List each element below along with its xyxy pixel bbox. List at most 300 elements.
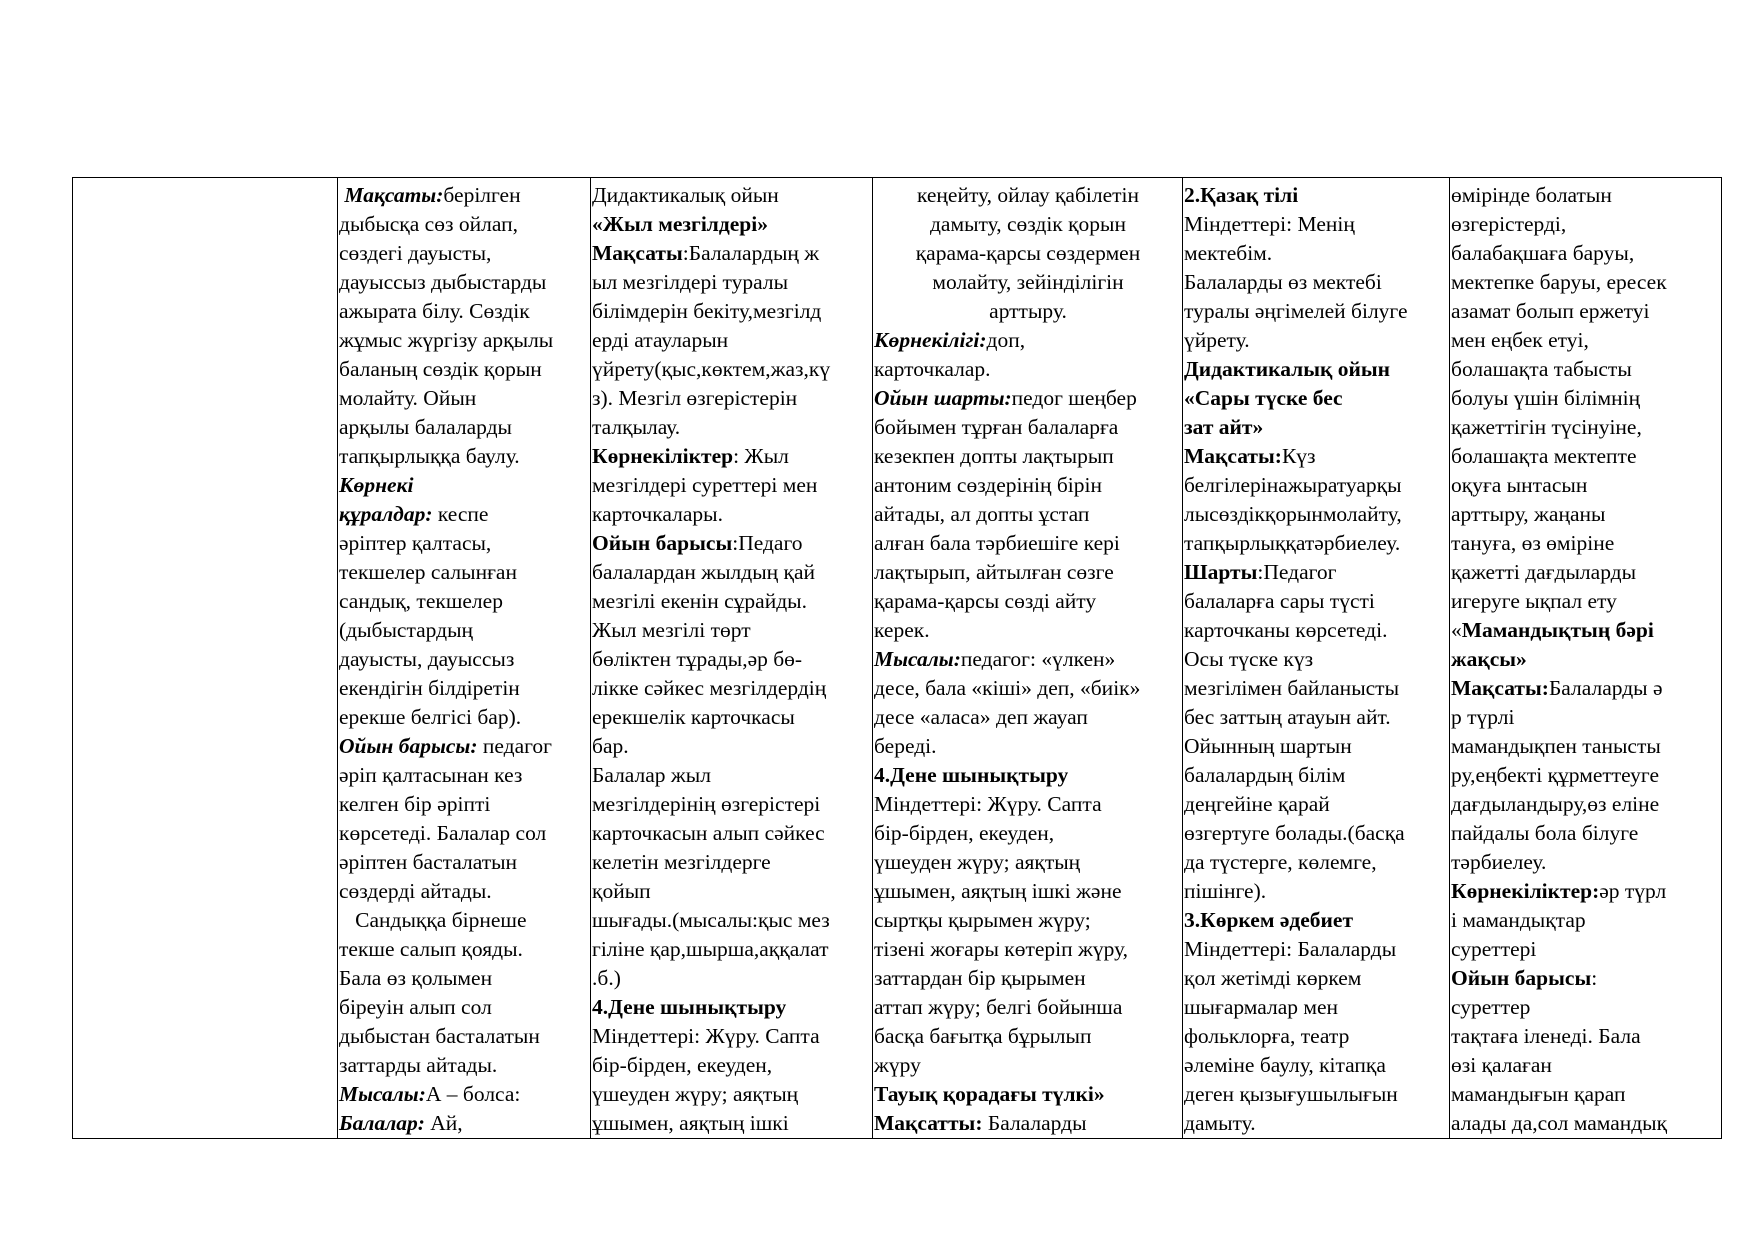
text-segment: карточкалары. (592, 502, 723, 526)
text-line (1184, 529, 1449, 558)
text-line (592, 384, 872, 413)
text-line (1184, 1022, 1449, 1051)
text-segment: заттардан бір қырымен (874, 966, 1086, 990)
text-segment: Міндеттері: Менің (1184, 212, 1355, 236)
text-segment: десе «аласа» деп жауап (874, 705, 1088, 729)
text-line (1451, 442, 1721, 471)
plan-table (72, 177, 1722, 1139)
text-line (1184, 645, 1449, 674)
text-segment: керек. (874, 618, 930, 642)
text-segment: бір-бірден, екеуден, (592, 1053, 773, 1077)
text-line (874, 413, 1182, 442)
text-segment: Балалар жыл (592, 763, 711, 787)
text-segment: Мысалы: (874, 647, 961, 671)
text-line (1451, 471, 1721, 500)
text-line (874, 964, 1182, 993)
text-segment: болуы үшін білімнің (1451, 386, 1641, 410)
text-segment: арқылы балаларды (339, 415, 512, 439)
text-segment: лақтырып, айтылған сөзге (874, 560, 1114, 584)
text-segment: ерекше белгісі бар). (339, 705, 522, 729)
text-segment: Ойын барысы (1451, 966, 1592, 990)
text-segment: ыл мезгілдері туралы (592, 270, 789, 294)
text-segment: педог шеңбер (1011, 386, 1137, 410)
text-line (1451, 500, 1721, 529)
text-segment: оқуға ынтасын (1451, 473, 1588, 497)
text-line (1451, 616, 1721, 645)
text-segment: айтады, ал допты ұстап (874, 502, 1090, 526)
text-segment: өзі қалаған (1451, 1053, 1552, 1077)
text-line (1184, 616, 1449, 645)
text-line (1184, 1080, 1449, 1109)
text-line (1184, 935, 1449, 964)
text-line (874, 268, 1182, 297)
text-line (339, 558, 590, 587)
text-segment: да түстерге, көлемге, (1184, 850, 1377, 874)
text-line (592, 297, 872, 326)
text-segment: Күз (1281, 444, 1316, 468)
text-line (592, 645, 872, 674)
text-line (592, 1109, 872, 1138)
text-segment: өзгертуге болады.(басқа (1184, 821, 1405, 845)
text-line (1451, 645, 1721, 674)
text-segment: Мақсаты: (1184, 444, 1282, 468)
text-line (339, 442, 590, 471)
text-line (874, 471, 1182, 500)
text-line (592, 761, 872, 790)
text-line (592, 674, 872, 703)
text-line (1184, 674, 1449, 703)
text-segment: әлеміне баулу, кітапқа (1184, 1053, 1386, 1077)
text-segment: білімдерін бекіту,мезгілд (592, 299, 822, 323)
text-segment: біреуін алып сол (339, 995, 492, 1019)
text-line (339, 500, 590, 529)
text-line (1184, 239, 1449, 268)
text-segment: пішінге). (1184, 879, 1267, 903)
text-line (1184, 1109, 1449, 1138)
text-segment: кезекпен допты лақтырып (874, 444, 1114, 468)
text-segment: мезгілдерінің өзгерістері (592, 792, 821, 816)
text-segment: шығады.(мысалы:қыс мез (592, 908, 830, 932)
text-segment: игеруге ықпал ету (1451, 589, 1617, 613)
text-line (874, 790, 1182, 819)
text-segment: лысөздікқорынмолайту, (1184, 502, 1402, 526)
text-line (1184, 500, 1449, 529)
text-segment: деген қызығушылығын (1184, 1082, 1398, 1106)
text-line (339, 355, 590, 384)
text-line (339, 964, 590, 993)
text-line (592, 268, 872, 297)
text-line (874, 616, 1182, 645)
text-segment: тапқырлыққа баулу. (339, 444, 520, 468)
text-line (339, 703, 590, 732)
text-segment: доп, (986, 328, 1026, 352)
text-segment: мектепке баруы, ересек (1451, 270, 1667, 294)
text-segment: үшеуден жүру; аяқтың (874, 850, 1081, 874)
text-line (1184, 732, 1449, 761)
text-line (339, 616, 590, 645)
text-segment: педагог (477, 734, 552, 758)
text-line (874, 297, 1182, 326)
text-segment: дағдыландыру,өз еліне (1451, 792, 1660, 816)
text-segment: үшеуден жүру; аяқтың (592, 1082, 799, 1106)
text-line (874, 877, 1182, 906)
text-line (1451, 819, 1721, 848)
text-segment: тәрбиелеу. (1451, 850, 1547, 874)
text-line (1184, 1051, 1449, 1080)
text-line (592, 210, 872, 239)
text-line (592, 442, 872, 471)
text-line (592, 355, 872, 384)
text-line (339, 732, 590, 761)
text-segment: і мамандықтар (1451, 908, 1586, 932)
text-line (592, 471, 872, 500)
text-line (339, 239, 590, 268)
text-line (874, 1051, 1182, 1080)
text-segment: мамандығын қарап (1451, 1082, 1626, 1106)
text-segment: қажеттігін түсінуіне, (1451, 415, 1642, 439)
text-segment: келген бір әріпті (339, 792, 491, 816)
text-segment: Міндеттері: Жүру. Сапта (592, 1024, 820, 1048)
text-segment: «Сары түске бес (1184, 386, 1343, 410)
text-line (1451, 790, 1721, 819)
text-line (339, 877, 590, 906)
text-segment: балалардан жылдың қай (592, 560, 816, 584)
text-segment: Мақсаты: (1451, 676, 1549, 700)
text-segment: (дыбыстардың (339, 618, 474, 642)
text-line (1451, 297, 1721, 326)
text-segment: пайдалы бола білуге (1451, 821, 1639, 845)
text-line (874, 732, 1182, 761)
text-segment: заттарды айтады. (339, 1053, 498, 1077)
text-line (874, 500, 1182, 529)
text-line (1451, 355, 1721, 384)
text-line (339, 906, 590, 935)
text-segment: алған бала тәрбиешіге кері (874, 531, 1120, 555)
text-segment: дауыссыз дыбыстарды (339, 270, 547, 294)
text-segment: сандық, текшелер (339, 589, 503, 613)
text-segment: Балаларды өз мектебі (1184, 270, 1382, 294)
text-segment: әр түрл (1599, 879, 1667, 903)
text-line (874, 384, 1182, 413)
text-segment: дамыту. (1184, 1111, 1256, 1135)
text-segment: «Жыл мезгілдері» (592, 212, 768, 236)
text-segment: келетін мезгілдерге (592, 850, 771, 874)
text-segment: тізені жоғары көтеріп жүру, (874, 937, 1129, 961)
text-segment: гіліне қар,шырша,аққалат (592, 937, 829, 961)
text-segment: Көрнекіліктер: (1451, 879, 1600, 903)
text-segment: сыртқы қырымен жүру; (874, 908, 1091, 932)
text-segment: алады да,сол мамандық (1451, 1111, 1668, 1135)
text-line (339, 645, 590, 674)
text-segment: ерекшелік карточкасы (592, 705, 795, 729)
text-line (339, 1022, 590, 1051)
text-segment: туралы әңгімелей білуге (1184, 299, 1408, 323)
table-cell-col-6 (1450, 178, 1722, 1139)
text-segment: А – болса: (425, 1082, 521, 1106)
text-line (592, 558, 872, 587)
text-segment: текше салып қояды. (339, 937, 523, 961)
text-segment: берілген (443, 183, 521, 207)
text-line (339, 471, 590, 500)
text-segment: мезгілдері суреттері мен (592, 473, 818, 497)
text-line (1451, 1080, 1721, 1109)
table-cell-col-3 (591, 178, 873, 1139)
text-line (874, 1109, 1182, 1138)
text-line (1451, 384, 1721, 413)
text-segment: 3.Көркем әдебиет (1184, 908, 1354, 932)
text-segment: « (1451, 618, 1462, 642)
text-segment: десе, бала «кіші» деп, «биік» (874, 676, 1141, 700)
text-segment: мектебім. (1184, 241, 1273, 265)
text-line (339, 181, 590, 210)
text-line (592, 1080, 872, 1109)
text-line (1184, 587, 1449, 616)
text-segment: лікке сәйкес мезгілдердің (592, 676, 827, 700)
text-line (1184, 181, 1449, 210)
text-segment: Дидактикалық ойын (1184, 357, 1391, 381)
text-segment: суреттері (1451, 937, 1537, 961)
text-line (339, 268, 590, 297)
text-line (592, 587, 872, 616)
text-segment: болашақта мектепте (1451, 444, 1637, 468)
text-segment: зат айт» (1184, 415, 1264, 439)
text-segment: жақсы» (1451, 647, 1527, 671)
text-line (1451, 964, 1721, 993)
text-line (874, 239, 1182, 268)
text-segment: екендігін білдіретін (339, 676, 520, 700)
text-line (339, 529, 590, 558)
text-segment: қарама-қарсы сөзді айту (874, 589, 1097, 613)
text-line (592, 732, 872, 761)
text-line (874, 181, 1182, 210)
text-line (874, 210, 1182, 239)
text-segment: антоним сөздерінің бірін (874, 473, 1103, 497)
text-segment: қойып (592, 879, 651, 903)
text-segment: баланың сөздік қорын (339, 357, 542, 381)
text-line (874, 442, 1182, 471)
text-line (1451, 587, 1721, 616)
text-segment: басқа бағытқа бұрылып (874, 1024, 1092, 1048)
text-segment: сөздерді айтады. (339, 879, 492, 903)
text-line (1184, 819, 1449, 848)
text-segment: Міндеттері: Жүру. Сапта (874, 792, 1102, 816)
text-line (1184, 384, 1449, 413)
text-line (339, 1109, 590, 1138)
text-line (874, 848, 1182, 877)
text-segment: бес заттың атауын айт. (1184, 705, 1391, 729)
text-segment: әріптен басталатын (339, 850, 518, 874)
text-line (339, 297, 590, 326)
text-segment: шығармалар мен (1184, 995, 1339, 1019)
text-segment: балабақшаға баруы, (1451, 241, 1635, 265)
text-segment: Мақсаты: (344, 183, 444, 207)
text-line (592, 964, 872, 993)
text-line (1184, 413, 1449, 442)
text-segment: Шарты (1184, 560, 1258, 584)
text-segment: балалардың білім (1184, 763, 1346, 787)
table-cell-col-4 (873, 178, 1183, 1139)
text-line (1451, 703, 1721, 732)
text-segment: 4.Дене шынықтыру (874, 763, 1069, 787)
text-segment: Тауық қорадағы түлкі» (874, 1082, 1105, 1106)
text-segment: молайту. Ойын (339, 386, 477, 410)
text-segment: жұмыс жүргізу арқылы (339, 328, 554, 352)
text-line (874, 326, 1182, 355)
text-segment: құралдар: (339, 502, 433, 526)
text-line (1184, 471, 1449, 500)
text-line (1451, 181, 1721, 210)
text-line (874, 819, 1182, 848)
text-segment: Мақсаты (592, 241, 683, 265)
text-line (874, 355, 1182, 384)
text-line (874, 529, 1182, 558)
text-segment: Ойын шарты: (874, 386, 1012, 410)
text-line (1184, 877, 1449, 906)
text-segment: ру,еңбекті құрметтеуге (1451, 763, 1659, 787)
text-segment: Мамандықтың бәрі (1461, 618, 1654, 642)
text-segment: береді. (874, 734, 937, 758)
text-line (1451, 732, 1721, 761)
text-line (339, 848, 590, 877)
text-segment: тануға, өз өміріне (1451, 531, 1615, 555)
text-segment: мен еңбек етуі, (1451, 328, 1589, 352)
text-line (874, 761, 1182, 790)
text-line (1451, 413, 1721, 442)
text-segment: тапқырлыққатәрбиелеу. (1184, 531, 1401, 555)
text-segment: Жыл мезгілі төрт (592, 618, 751, 642)
text-line (339, 761, 590, 790)
text-line (592, 993, 872, 1022)
text-segment: болашақта табысты (1451, 357, 1632, 381)
text-segment: жүру (874, 1053, 921, 1077)
text-line (1184, 906, 1449, 935)
text-segment: 4.Дене шынықтыру (592, 995, 787, 1019)
text-segment: үйрету(қыс,көктем,жаз,кү (592, 357, 831, 381)
text-line (1451, 935, 1721, 964)
text-line (339, 413, 590, 442)
text-line (1184, 268, 1449, 297)
table-cell-col-5 (1183, 178, 1450, 1139)
text-line (874, 558, 1182, 587)
text-segment: фольклорға, театр (1184, 1024, 1350, 1048)
text-segment: тақтаға іленеді. Бала (1451, 1024, 1641, 1048)
text-line (339, 819, 590, 848)
text-segment: сөздегі дауысты, (339, 241, 492, 265)
text-line (592, 935, 872, 964)
text-line (1184, 761, 1449, 790)
text-segment: :Педагог (1257, 560, 1337, 584)
text-segment: бар. (592, 734, 629, 758)
text-segment: арттыру. (989, 299, 1067, 323)
text-line (339, 935, 590, 964)
text-line (339, 1080, 590, 1109)
text-line (1184, 297, 1449, 326)
text-segment: ерді атауларын (592, 328, 729, 352)
text-segment: үйрету. (1184, 328, 1250, 352)
table-cell-col-1 (73, 178, 338, 1139)
text-segment: ажырата білу. Сөздік (339, 299, 530, 323)
text-segment: карточканы көрсетеді. (1184, 618, 1388, 642)
text-line (1451, 1051, 1721, 1080)
text-line (592, 529, 872, 558)
text-segment: әріп қалтасынан кез (339, 763, 523, 787)
text-line (592, 500, 872, 529)
text-line (339, 993, 590, 1022)
text-segment: Көрнекі (339, 473, 414, 497)
text-segment: Балаларды ә (1548, 676, 1663, 700)
text-segment: дыбыстан басталатын (339, 1024, 540, 1048)
text-line (339, 384, 590, 413)
text-segment: Бала өз қолымен (339, 966, 493, 990)
text-line (1451, 906, 1721, 935)
text-segment: Мақсатты: (874, 1111, 983, 1135)
text-line (1451, 326, 1721, 355)
text-line (874, 1080, 1182, 1109)
text-line (339, 210, 590, 239)
text-segment: арттыру, жаңаны (1451, 502, 1606, 526)
text-segment: мезгілі екенін сұрайды. (592, 589, 807, 613)
text-segment: талқылау. (592, 415, 681, 439)
text-segment: Міндеттері: Балаларды (1184, 937, 1397, 961)
text-segment: кеспе (432, 502, 489, 526)
text-line (874, 993, 1182, 1022)
text-line (592, 877, 872, 906)
text-segment: мамандықпен танысты (1451, 734, 1661, 758)
text-segment: Ай, (424, 1111, 463, 1135)
text-line (1451, 848, 1721, 877)
text-line (1451, 674, 1721, 703)
text-segment: педагог: «үлкен» (960, 647, 1116, 671)
text-line (1451, 761, 1721, 790)
text-segment: деңгейіне қарай (1184, 792, 1330, 816)
text-segment: көрсетеді. Балалар сол (339, 821, 547, 845)
text-line (1451, 1022, 1721, 1051)
text-segment: Ойын барысы: (339, 734, 478, 758)
text-segment: Дидактикалық ойын (592, 183, 779, 207)
text-segment: балаларға сары түсті (1184, 589, 1375, 613)
text-line (874, 1022, 1182, 1051)
text-line (1451, 558, 1721, 587)
text-line (1451, 1109, 1721, 1138)
table-cell-col-2 (338, 178, 591, 1139)
text-line (1451, 239, 1721, 268)
text-segment: суреттер (1451, 995, 1531, 1019)
text-line (1451, 877, 1721, 906)
text-line (874, 645, 1182, 674)
text-line (1184, 790, 1449, 819)
text-line (874, 906, 1182, 935)
text-segment: ұшымен, аяқтың ішкі (592, 1111, 789, 1135)
text-line (592, 1022, 872, 1051)
text-line (874, 935, 1182, 964)
text-line (1184, 993, 1449, 1022)
text-line (592, 703, 872, 732)
text-segment: әріптер қалтасы, (339, 531, 492, 555)
text-segment: дауысты, дауыссыз (339, 647, 515, 671)
text-line (1184, 964, 1449, 993)
text-line (874, 703, 1182, 732)
text-segment: : Жыл (733, 444, 789, 468)
text-segment: з). Мезгіл өзгерістерін (592, 386, 798, 410)
text-segment: дамыту, сөздік қорын (929, 212, 1127, 236)
text-segment: мезгілімен байланысты (1184, 676, 1400, 700)
text-segment: Көрнекілігі: (874, 328, 987, 352)
text-line (1451, 268, 1721, 297)
text-segment: карточкасын алып сәйкес (592, 821, 825, 845)
text-segment: бір-бірден, екеуден, (874, 821, 1055, 845)
text-segment: өмірінде болатын (1451, 183, 1612, 207)
text-line (874, 674, 1182, 703)
